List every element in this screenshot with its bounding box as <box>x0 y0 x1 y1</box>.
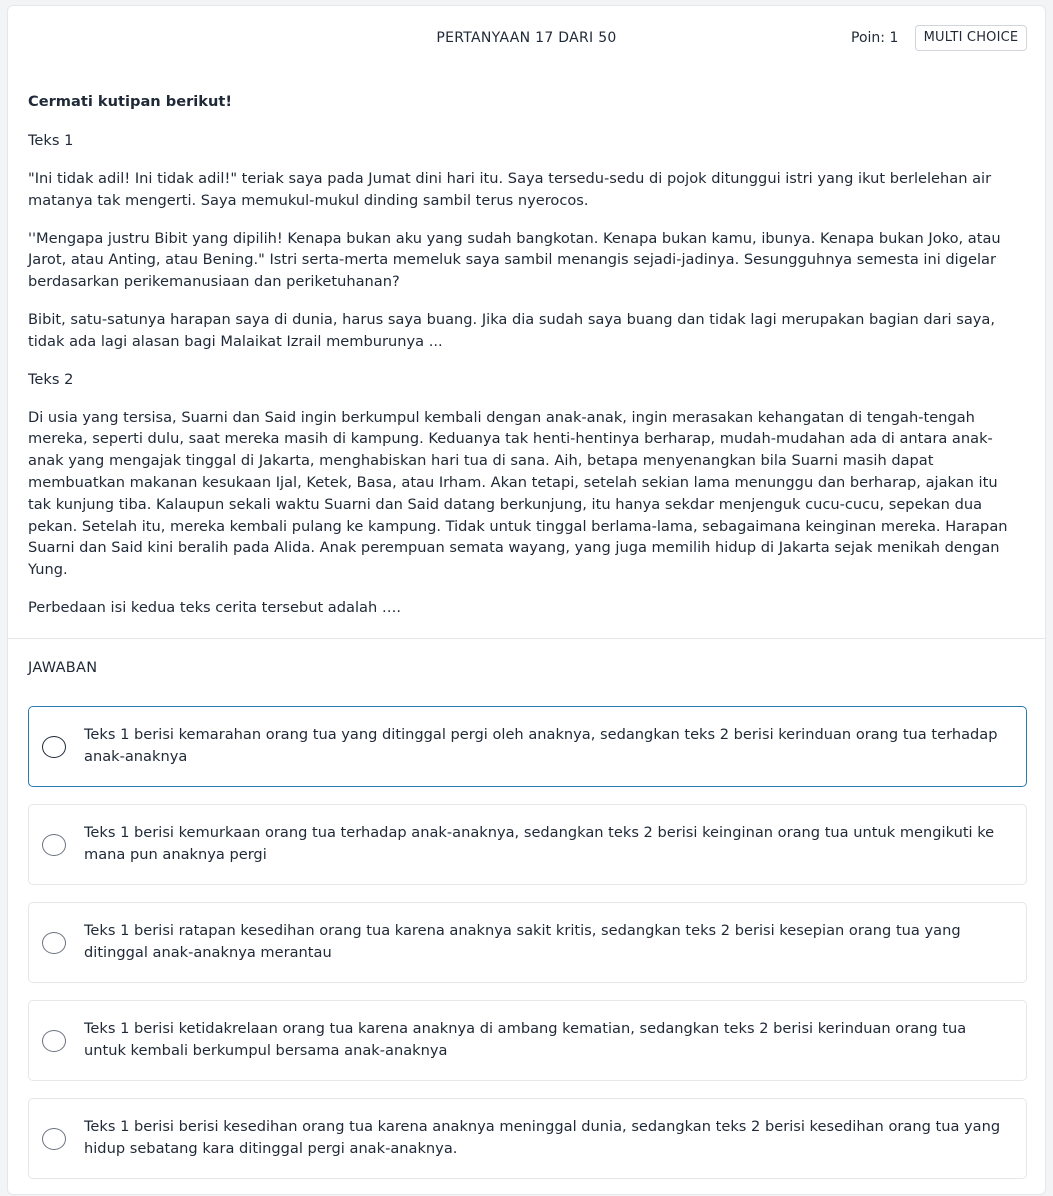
answer-option-a[interactable] <box>28 706 1027 787</box>
answer-option-e[interactable] <box>28 1098 1027 1179</box>
radio-button-icon[interactable] <box>42 1128 66 1150</box>
text2-title: Teks 2 <box>28 370 74 388</box>
answer-option-text: Teks 1 berisi ketidakrelaan orang tua karena anaknya di ambang kematian, sedangkan teks 2 berisi kerinduan orang tua untuk kembali berkumpul bersama anak-anaknya <box>84 1020 967 1059</box>
answer-options <box>28 706 1027 1196</box>
radio-button-icon[interactable] <box>42 932 66 954</box>
answer-option-b[interactable] <box>28 804 1027 885</box>
text1-paragraph-3: Bibit, satu-satunya harapan saya di dunia, harus saya buang. Jika dia sudah saya buang dan tidak lagi merupakan bagian dari saya, tidak ada lagi alasan bagi Malaikat Izrail memburunya ... <box>28 310 996 350</box>
answer-option-d[interactable] <box>28 1000 1027 1081</box>
radio-button-icon[interactable] <box>42 736 66 758</box>
radio-button-icon[interactable] <box>42 1030 66 1052</box>
text1-paragraph-2: ''Mengapa justru Bibit yang dipilih! Kenapa bukan aku yang sudah bangkotan. Kenapa bukan kamu, ibunya. Kenapa bukan Joko, atau Jarot, atau Anting, atau Bening." Istri serta-merta memeluk saya sambil menangis sejadi-jadinya. Sesungguhnya semesta ini digelar berdasarkan perikemanusiaan dan periketuhanan? <box>28 229 1001 291</box>
text1-title: Teks 1 <box>28 132 74 149</box>
question-card <box>7 5 1046 1195</box>
text1-paragraph-1: "Ini tidak adil! Ini tidak adil!" teriak saya pada Jumat dini hari itu. Saya tersedu-sedu di pojok ditunggui istri yang ikut berlelehan air matanya tak mengerti. Saya memukul-mukul dinding sambil terus nyerocos. <box>28 170 992 209</box>
answer-option-c[interactable] <box>28 902 1027 983</box>
question-counter: PERTANYAAN 17 DARI 50 <box>436 30 617 46</box>
text2-paragraph: Di usia yang tersisa, Suarni dan Said ingin berkumpul kembali dengan anak-anak, ingin merasakan kehangatan di tengah-tengah mereka, seperti dulu, saat mereka masih di kampung. Keduanya tak henti-hentinya berharap, mudah-mudahan ada di antara anak-anak yang mengajak tinggal di Jakarta, menghabiskan hari tua di sana. Aih, betapa menyenangkan bila Suarni masih dapat membuatkan makanan kesukaan Ijal, Ketek, Basa, atau Irham. Akan tetapi, setelah sekian lama menunggu dan berharap, ajakan itu tak kunjung tiba. Kalaupun sekali waktu Suarni dan Said datang berkunjung, itu hanya sekdar menjenguk cucu-cucu, sepekan dua pekan. Setelah itu, mereka kembali pulang ke kampung. Tidak untuk tinggal berlama-lama, sebagaimana keinginan mereka. Harapan Suarni dan Said kini beralih pada Alida. Anak perempuan semata wayang, yang juga memilih hidup di Jakarta sejak menikah dengan Yung. <box>28 408 1008 579</box>
section-divider <box>8 638 1045 639</box>
answer-option-text: Teks 1 berisi berisi kesedihan orang tua karena anaknya meninggal dunia, sedangkan teks 2 berisi kesedihan orang tua yang hidup sebatang kara ditinggal pergi anak-anaknya. <box>84 1118 1001 1157</box>
answer-option-text: Teks 1 berisi kemarahan orang tua yang ditinggal pergi oleh anaknya, sedangkan teks 2 berisi kerinduan orang tua terhadap anak-anaknya <box>84 726 998 765</box>
points-label: Poin: 1 <box>851 30 899 46</box>
question-body <box>8 70 1045 619</box>
question-prompt: Perbedaan isi kedua teks cerita tersebut adalah …. <box>28 598 402 616</box>
radio-button-icon[interactable] <box>42 834 66 856</box>
question-instruction: Cermati kutipan berikut! <box>28 93 233 110</box>
question-type-badge: MULTI CHOICE <box>915 25 1027 51</box>
answer-option-text: Teks 1 berisi kemurkaan orang tua terhadap anak-anaknya, sedangkan teks 2 berisi keinginan orang tua untuk mengikuti ke mana pun anaknya pergi <box>84 824 995 863</box>
answer-label: JAWABAN <box>28 660 98 676</box>
question-header <box>8 6 1045 70</box>
answer-option-text: Teks 1 berisi ratapan kesedihan orang tua karena anaknya sakit kritis, sedangkan teks 2 berisi kesepian orang tua yang ditinggal anak-anaknya merantau <box>84 922 961 961</box>
